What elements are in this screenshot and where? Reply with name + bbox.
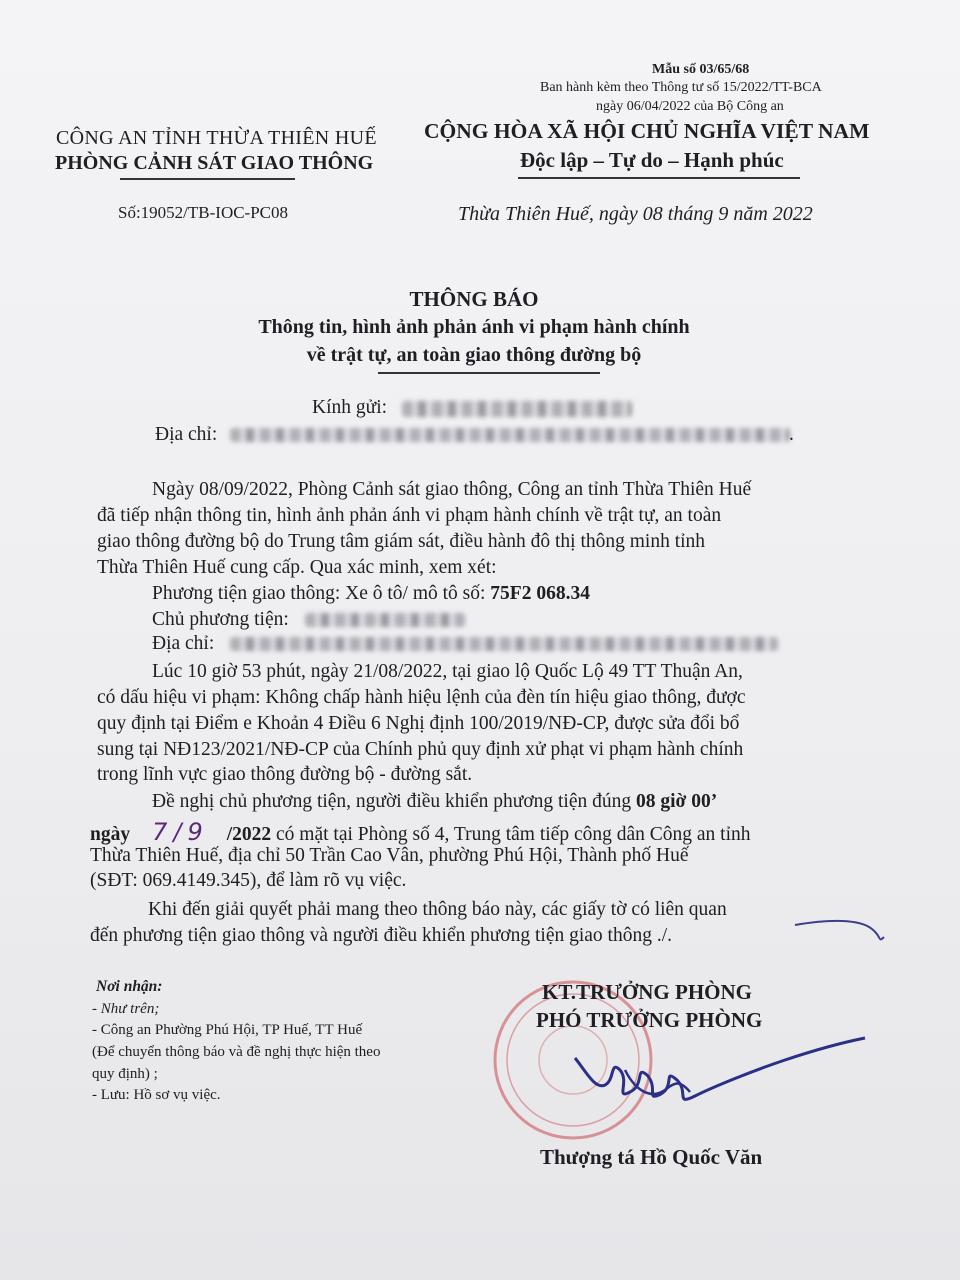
- national-motto: Độc lập – Tự do – Hạnh phúc: [520, 148, 784, 172]
- request-line-4: (SĐT: 069.4149.345), để làm rõ vụ việc.: [90, 870, 407, 891]
- violation-line-3: quy định tại Điểm e Khoản 4 Điều 6 Nghị định 100/2019/NĐ-CP, được sửa đổi bổ: [97, 713, 740, 734]
- department-underline: [120, 178, 295, 180]
- appointment-day-label: ngày: [90, 824, 131, 845]
- redacted-owner: [305, 613, 465, 627]
- signer-title: PHÓ TRƯỞNG PHÒNG: [536, 1008, 763, 1032]
- recipients-item-3b: quy định) ;: [92, 1066, 158, 1082]
- owner-address-label: Địa chỉ:: [152, 633, 215, 654]
- form-issued-line2: ngày 06/04/2022 của Bộ Công an: [596, 99, 784, 114]
- handwritten-date: 7/9: [152, 818, 209, 846]
- closing-line-2: đến phương tiện giao thông và người điều khiển phương tiện giao thông ./.: [90, 925, 673, 946]
- request-line-1: [152, 791, 717, 813]
- signer-name: Thượng tá Hồ Quốc Văn: [540, 1145, 763, 1169]
- recipient-address-label: Địa chỉ:: [155, 424, 218, 445]
- recipients-item-3a: (Để chuyển thông báo và đề nghị thực hiện theo: [92, 1044, 381, 1060]
- appointment-time: 08 giờ 00’: [636, 791, 718, 812]
- violation-line-2: có dấu hiệu vi phạm: Không chấp hành hiệu lệnh của đèn tín hiệu giao thông, được: [97, 687, 746, 708]
- motto-underline: [518, 177, 800, 179]
- request-line-3: Thừa Thiên Huế, địa chỉ 50 Trần Cao Vân, phường Phú Hội, Thành phố Huế: [90, 845, 689, 866]
- body-line-3: giao thông đường bộ do Trung tâm giám sát, điều hành đô thị thông minh tỉnh: [97, 531, 706, 552]
- recipients-item-2: - Công an Phường Phú Hội, TP Huế, TT Huế: [92, 1022, 363, 1038]
- redacted-recipient-address: [230, 428, 790, 442]
- violation-line-5: trong lĩnh vực giao thông đường bộ - đường sắt.: [97, 764, 473, 785]
- recipients-item-4: - Lưu: Hồ sơ vụ việc.: [92, 1087, 221, 1103]
- body-line-1: Ngày 08/09/2022, Phòng Cảnh sát giao thông, Công an tỉnh Thừa Thiên Huế: [152, 479, 752, 500]
- recipients-heading: Nơi nhận:: [96, 978, 163, 995]
- request-line-2-text: có mặt tại Phòng số 4, Trung tâm tiếp công dân Công an tỉnh: [276, 824, 751, 845]
- appointment-year: /2022: [226, 824, 272, 845]
- request-line-1-text: Đề nghị chủ phương tiện, người điều khiển phương tiện đúng: [152, 791, 632, 812]
- notice-subtitle-line1: Thông tin, hình ảnh phản ánh vi phạm hành chính: [258, 316, 690, 338]
- notice-title: THÔNG BÁO: [409, 287, 539, 311]
- place-date: Thừa Thiên Huế, ngày 08 tháng 9 năm 2022: [458, 203, 813, 225]
- title-underline: [378, 372, 600, 374]
- recipient-label: Kính gửi:: [312, 397, 388, 418]
- document-number: Số:19052/TB-IOC-PC08: [118, 203, 289, 222]
- agency-parent: CÔNG AN TỈNH THỪA THIÊN HUẾ: [56, 127, 377, 149]
- national-title: CỘNG HÒA XÃ HỘI CHỦ NGHĨA VIỆT NAM: [424, 119, 870, 143]
- closing-line-1: Khi đến giải quyết phải mang theo thông báo này, các giấy tờ có liên quan: [148, 899, 727, 920]
- form-number: Mẫu số 03/65/68: [652, 62, 750, 77]
- address-period: .: [789, 424, 794, 445]
- violation-line-4: sung tại NĐ123/2021/NĐ-CP của Chính phủ quy định xử phạt vi phạm hành chính: [97, 739, 744, 760]
- body-line-2: đã tiếp nhận thông tin, hình ảnh phản ánh vi phạm hành chính về trật tự, an toàn: [97, 505, 722, 526]
- redacted-recipient: [402, 401, 632, 417]
- vehicle-label: Phương tiện giao thông: Xe ô tô/ mô tô số:: [152, 583, 486, 604]
- form-issued-line1: Ban hành kèm theo Thông tư số 15/2022/TT-BCA: [540, 80, 822, 95]
- violation-line-1: Lúc 10 giờ 53 phút, ngày 21/08/2022, tại giao lộ Quốc Lộ 49 TT Thuận An,: [152, 661, 743, 682]
- ink-mark: [790, 905, 900, 945]
- signer-capacity: KT.TRƯỞNG PHÒNG: [542, 980, 752, 1004]
- agency-department: PHÒNG CẢNH SÁT GIAO THÔNG: [55, 152, 374, 174]
- request-line-2: [90, 818, 751, 846]
- vehicle-plate: 75F2 068.34: [490, 583, 590, 604]
- redacted-owner-address: [230, 637, 778, 651]
- notice-subtitle-line2: về trật tự, an toàn giao thông đường bộ: [306, 344, 642, 366]
- handwritten-signature: [555, 1030, 875, 1120]
- vehicle-line: [152, 583, 590, 605]
- owner-label: Chủ phương tiện:: [152, 609, 289, 630]
- body-line-4: Thừa Thiên Huế cung cấp. Qua xác minh, xem xét:: [97, 557, 497, 578]
- recipients-item-1: - Như trên;: [92, 1001, 160, 1017]
